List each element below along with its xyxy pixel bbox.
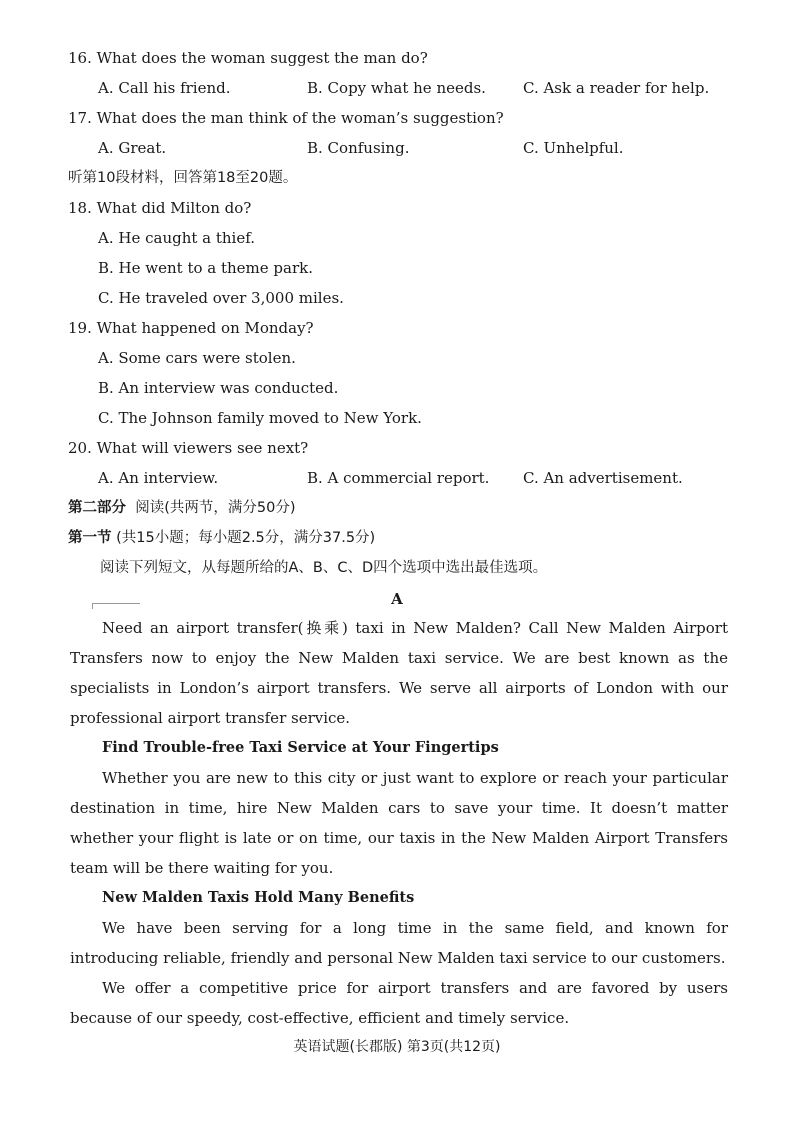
passage-heading-1: Find Trouble-free Taxi Service at Your Fingertips [102, 739, 499, 756]
page-footer: 英语试题(长郡版) 第3页(共12页) [293, 1039, 501, 1055]
question-18-option-c: C. He traveled over 3,000 miles. [98, 289, 344, 307]
passage-heading-2: New Malden Taxis Hold Many Benefits [102, 889, 415, 906]
question-18-option-b: B. He went to a theme park. [98, 259, 314, 277]
question-19-stem: 19. What happened on Monday? [68, 319, 314, 337]
question-17-stem: 17. What does the man think of the woman’s suggestion? [68, 109, 504, 127]
part-two-title: 第二部分 [68, 500, 126, 516]
question-19-option-b: B. An interview was conducted. [98, 379, 339, 397]
listening-instruction-10: 听第10段材料，回答第18至20题。 [68, 170, 298, 186]
question-17-option-c: C. Unhelpful. [523, 139, 624, 157]
passage-letter: A [391, 590, 403, 608]
passage-paragraph-4: We offer a competitive price for airport transfers and are favored by users because of our speedy, cost-effective, efficient and timely service. [70, 979, 728, 1027]
section-one-desc: (共15小题；每小题2.5分，满分37.5分) [116, 530, 376, 546]
scan-mark-tick [92, 603, 93, 609]
question-16-stem: 16. What does the woman suggest the man do? [68, 49, 428, 67]
passage-paragraph-2: Whether you are new to this city or just want to explore or reach your particular destination in time, hire New Malden cars to save your time. It doesn’t matter whether your flight is late or on time, our taxis in the New Malden Airport Transfers team will be there waiting for you. [70, 769, 728, 877]
part-two-desc: 阅读(共两节，满分50分) [135, 500, 296, 516]
section-one-header [68, 528, 375, 548]
reading-instruction: 阅读下列短文，从每题所给的A、B、C、D四个选项中选出最佳选项。 [100, 560, 548, 576]
question-20-stem: 20. What will viewers see next? [68, 439, 309, 457]
question-17-option-a: A. Great. [98, 139, 167, 157]
question-17-option-b: B. Confusing. [307, 139, 410, 157]
question-19-option-a: A. Some cars were stolen. [98, 349, 296, 367]
scan-mark [92, 603, 140, 604]
part-two-header [68, 498, 295, 518]
question-20-option-b: B. A commercial report. [307, 469, 490, 487]
question-20-option-c: C. An advertisement. [523, 469, 683, 487]
question-16-option-a: A. Call his friend. [98, 79, 231, 97]
question-19-option-c: C. The Johnson family moved to New York. [98, 409, 422, 427]
question-18-stem: 18. What did Milton do? [68, 199, 252, 217]
section-one-title: 第一节 [68, 530, 112, 546]
passage-paragraph-1: Need an airport transfer(换乘) taxi in New Malden? Call New Malden Airport Transfers now to enjoy the New Malden taxi service. We are best known as the specialists in London’s airport transfers. We serve all airports of London with our professional airport transfer service. [70, 619, 728, 727]
question-16-option-b: B. Copy what he needs. [307, 79, 486, 97]
question-20-option-a: A. An interview. [98, 469, 219, 487]
question-18-option-a: A. He caught a thief. [98, 229, 256, 247]
passage-paragraph-3: We have been serving for a long time in the same field, and known for introducing reliable, friendly and personal New Malden taxi service to our customers. [70, 919, 728, 967]
question-16-option-c: C. Ask a reader for help. [523, 79, 710, 97]
